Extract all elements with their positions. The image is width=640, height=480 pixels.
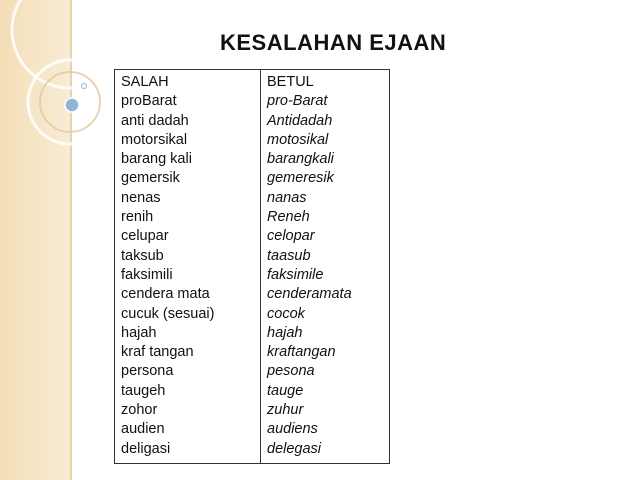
betul-cell: hajah (267, 324, 303, 341)
salah-cell: deligasi (121, 440, 171, 457)
betul-cell: pro-Barat (267, 93, 328, 110)
betul-cell: celopar (267, 228, 315, 245)
salah-cell: proBarat (121, 93, 177, 110)
salah-cell: cucuk (sesuai) (121, 305, 215, 322)
salah-cell: nenas (121, 189, 161, 206)
betul-cell: delegasi (267, 440, 322, 457)
betul-cell: faksimile (267, 266, 324, 283)
betul-cell: tauge (267, 382, 304, 399)
betul-cell: motosikal (267, 131, 329, 148)
salah-cell: renih (121, 209, 154, 226)
salah-cell: hajah (121, 324, 157, 341)
betul-cell: cenderamata (267, 286, 352, 303)
band-edge-line (70, 0, 72, 480)
betul-cell: audiens (267, 421, 318, 438)
deco-dot-small (82, 84, 87, 89)
column-betul (261, 70, 389, 463)
betul-cell: pesona (267, 363, 315, 380)
salah-cell: taugeh (121, 382, 166, 399)
column-salah (115, 70, 261, 463)
salah-cell: anti dadah (121, 112, 189, 129)
betul-cell: zuhur (267, 402, 304, 419)
betul-cell: gemeresik (267, 170, 334, 187)
slide-title: KESALAHAN EJAAN (220, 30, 447, 55)
spelling-table (114, 69, 390, 464)
salah-cell: taksub (121, 247, 164, 264)
left-decorative-band (0, 0, 70, 480)
salah-cell: motorsikal (121, 131, 188, 148)
salah-cell: kraf tangan (121, 344, 194, 361)
betul-cell: taasub (267, 247, 311, 264)
betul-cell: Reneh (267, 209, 310, 226)
betul-cell: nanas (267, 189, 307, 206)
salah-cell: persona (121, 363, 174, 380)
salah-cell: celupar (121, 228, 169, 245)
betul-cell: Antidadah (267, 112, 333, 129)
salah-cell: gemersik (121, 170, 180, 187)
salah-cell: faksimili (121, 266, 173, 283)
salah-cell: audien (121, 421, 165, 438)
salah-cell: zohor (121, 402, 158, 419)
salah-cell: barang kali (121, 151, 192, 168)
betul-cell: cocok (267, 305, 305, 322)
salah-cell: cendera mata (121, 286, 210, 303)
betul-cell: barangkali (267, 151, 334, 168)
betul-cell: kraftangan (267, 344, 336, 361)
header-betul: BETUL (267, 74, 314, 90)
header-salah: SALAH (121, 74, 169, 90)
